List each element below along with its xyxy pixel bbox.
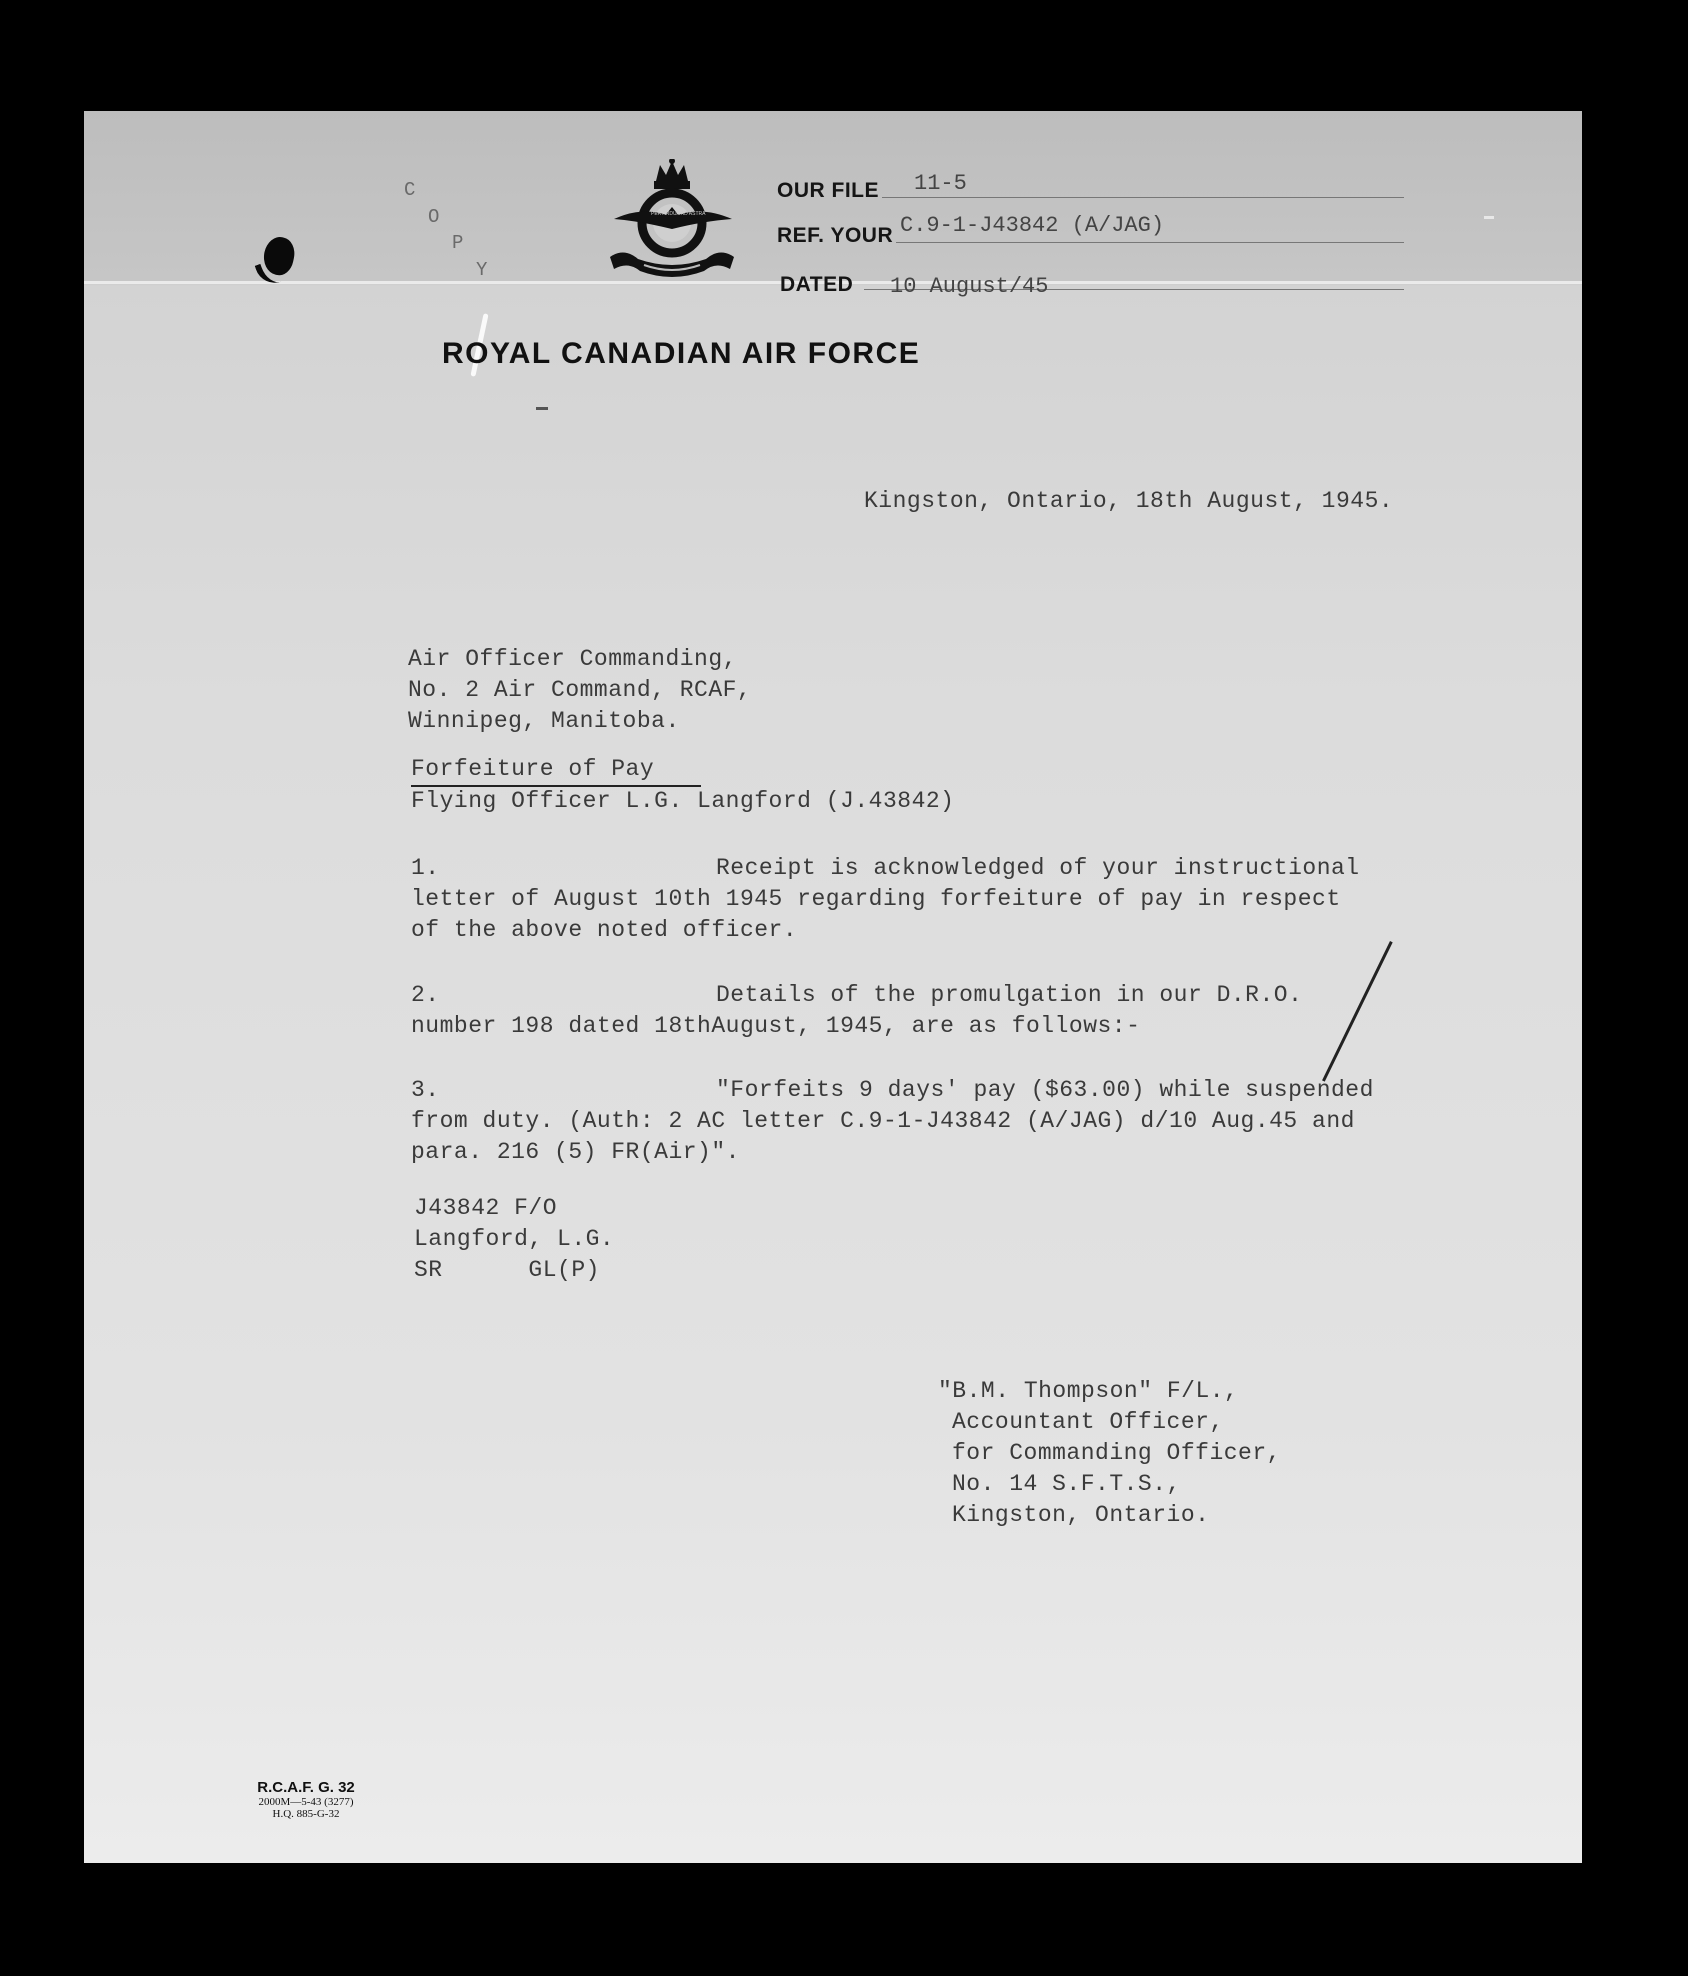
copy-letter-c: C (404, 179, 416, 201)
letter-page (84, 111, 1582, 1863)
record-line: Langford, L.G. (414, 1226, 615, 1252)
paragraph-line: para. 216 (5) FR(Air)". (411, 1139, 740, 1165)
addressee-block (408, 644, 751, 737)
signature-line: No. 14 S.F.T.S., (952, 1471, 1181, 1497)
addressee-line: Air Officer Commanding, (408, 646, 737, 672)
signature-line: Kingston, Ontario. (952, 1502, 1210, 1528)
letterhead-title: ROYAL CANADIAN AIR FORCE (442, 337, 921, 370)
paragraph-number: 3. (411, 1077, 440, 1103)
form-code-print-run: 2000M—5-43 (3277) (258, 1796, 354, 1808)
record-line: J43842 F/O (414, 1195, 558, 1221)
our-file-line (882, 197, 1404, 198)
paragraph-line: from duty. (Auth: 2 AC letter C.9-1-J43842 (A/JAG) d/10 Aug.45 and (411, 1108, 1355, 1134)
addressee-line: No. 2 Air Command, RCAF, (408, 677, 752, 703)
stray-mark-2 (1484, 216, 1494, 219)
signature-line: Accountant Officer, (952, 1409, 1224, 1435)
record-block (414, 1193, 614, 1286)
paragraph-line: letter of August 10th 1945 regarding forfeiture of pay in respect (411, 886, 1341, 912)
paragraph-line: "Forfeits 9 days' pay ($63.00) while suspended (716, 1077, 1374, 1103)
ref-your-value: C.9-1-J43842 (A/JAG) (900, 213, 1165, 238)
copy-letter-o: O (428, 206, 440, 228)
paragraph-line: Receipt is acknowledged of your instructional (716, 855, 1360, 881)
dated-value: 10 August/45 (890, 274, 1049, 299)
copy-letter-y: Y (476, 259, 488, 281)
dated-label: DATED (780, 273, 854, 296)
form-code (236, 1779, 376, 1820)
copy-letter-p: P (452, 232, 464, 254)
pen-stroke (1322, 941, 1393, 1082)
signature-line: for Commanding Officer, (952, 1440, 1281, 1466)
place-date: Kingston, Ontario, 18th August, 1945. (864, 488, 1394, 514)
our-file-value: 11-5 (914, 171, 967, 196)
subject-heading: Forfeiture of Pay (411, 756, 655, 782)
paragraph-line: of the above noted officer. (411, 917, 798, 943)
record-line: SR GL(P) (414, 1257, 600, 1283)
signature-line: "B.M. Thompson" F/L., (938, 1378, 1239, 1404)
form-code-hq: H.Q. 885-G-32 (272, 1808, 340, 1820)
subject-underline (411, 785, 701, 787)
subject-person: Flying Officer L.G. Langford (J.43842) (411, 788, 955, 814)
paragraph-line: Details of the promulgation in our D.R.O. (716, 982, 1303, 1008)
ref-your-label: REF. YOUR (777, 224, 894, 247)
crest-motto: PER ARDUA AD ASTRA (651, 211, 706, 217)
paragraph-number: 2. (411, 982, 440, 1008)
signature-block (938, 1376, 1281, 1531)
rcaf-crest-emblem (604, 159, 740, 289)
paragraph-number: 1. (411, 855, 440, 881)
ref-your-line (896, 242, 1404, 243)
stray-mark (536, 407, 548, 410)
paragraph-line: number 198 dated 18thAugust, 1945, are as follows:- (411, 1013, 1141, 1039)
addressee-line: Winnipeg, Manitoba. (408, 708, 680, 734)
form-code-name: R.C.A.F. G. 32 (257, 1779, 355, 1796)
our-file-label: OUR FILE (777, 179, 879, 202)
